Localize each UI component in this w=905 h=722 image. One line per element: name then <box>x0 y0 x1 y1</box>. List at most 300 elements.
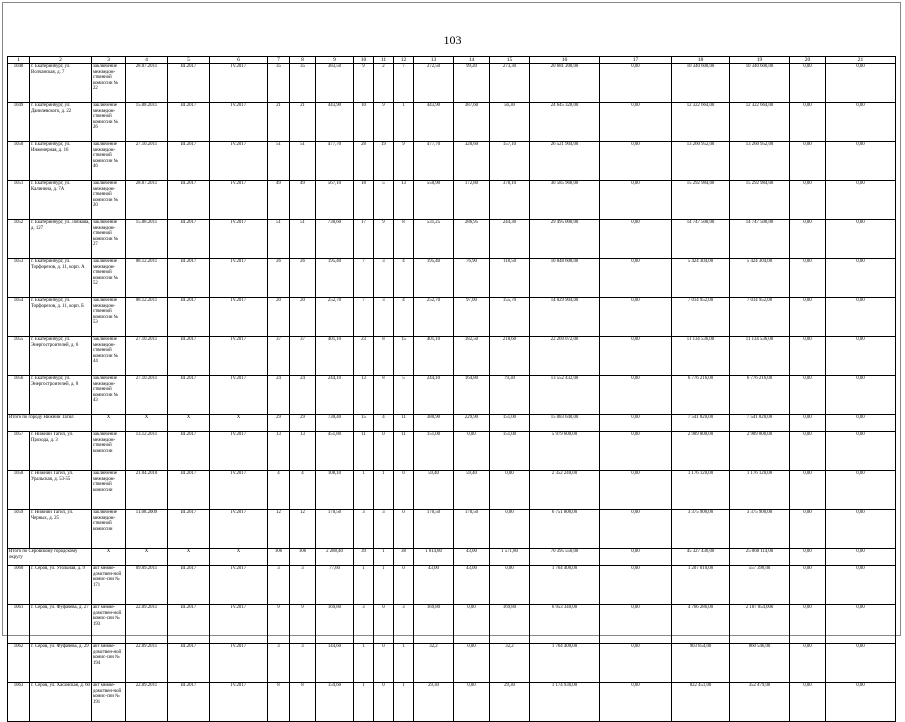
table-cell: 3 <box>268 566 290 605</box>
table-cell: 273,30 <box>490 64 530 103</box>
address-cell: г. Екатеринбург, ул. Энергостроителей, д. 6 <box>30 337 92 376</box>
table-cell: 21 <box>268 103 290 142</box>
subtotal-cell: 4 <box>374 415 394 432</box>
subtotal-cell: 38 <box>394 549 414 566</box>
table-cell: III.2017 <box>168 259 210 298</box>
table-cell: 244,30 <box>490 220 530 259</box>
table-cell: 29,30 <box>414 683 454 722</box>
subtotal-cell: 45 327 436,00 <box>672 549 730 566</box>
subtotal-cell: 0,00 <box>790 415 826 432</box>
table-cell: 0,00 <box>600 510 672 549</box>
table-cell: 4 766 286,00 <box>672 605 730 644</box>
table-cell: 51 <box>268 142 290 181</box>
table-cell: 13.12.2011 <box>126 432 168 471</box>
table-cell: 0,00 <box>790 510 826 549</box>
table-cell: 443,90 <box>414 103 454 142</box>
table-cell: 1052 <box>8 220 30 259</box>
table-cell: 477,70 <box>414 142 454 181</box>
table-cell: 730,60 <box>316 220 354 259</box>
subtotal-cell: 11 <box>394 415 414 432</box>
table-cell: 79,30 <box>490 376 530 415</box>
table-cell: 1058 <box>8 471 30 510</box>
table-row <box>8 566 896 605</box>
address-cell: г. Серов, ул. Хасанская, д. 60 <box>30 683 92 722</box>
document-cell: заключение межведом-ственной комиссии № 26 <box>92 103 126 142</box>
table-cell: 0,00 <box>790 259 826 298</box>
table-cell: 4 <box>394 259 414 298</box>
column-number-cell: 1 <box>8 57 30 64</box>
table-cell: 0,00 <box>454 432 490 471</box>
table-cell: 21.04.2010 <box>126 471 168 510</box>
subtotal-cell: X <box>92 549 126 566</box>
table-cell: 28 <box>354 142 374 181</box>
table-cell: 26 <box>268 259 290 298</box>
table-cell: 14 029 904,00 <box>530 298 600 337</box>
table-cell: 21 <box>290 103 316 142</box>
table-cell: 3 <box>268 644 290 683</box>
page-number: 103 <box>443 33 462 47</box>
document-cell: заключение межведом-ственной комиссии № 22 <box>92 64 126 103</box>
table-cell: 0,00 <box>790 683 826 722</box>
table-cell: 3 375 900,00 <box>672 510 730 549</box>
table-cell: IV.2017 <box>210 220 268 259</box>
subtotal-cell: X <box>126 415 168 432</box>
table-cell: 6 751 800,00 <box>530 510 600 549</box>
table-cell: 15.08.2011 <box>126 103 168 142</box>
table-cell: 3 <box>394 605 414 644</box>
table-cell: 286,95 <box>454 220 490 259</box>
address-cell: г. Екатеринбург, ул. Калинина, д. 7А <box>30 181 92 220</box>
table-cell: 9 <box>290 605 316 644</box>
column-number-cell: 17 <box>600 57 672 64</box>
table-cell: 159,60 <box>316 683 354 722</box>
table-cell: 1062 <box>8 644 30 683</box>
table-cell: 10 <box>354 103 374 142</box>
table-cell: 195,40 <box>316 259 354 298</box>
table-cell: 13 <box>268 432 290 471</box>
table-cell: 157,10 <box>490 142 530 181</box>
table-cell: 97,00 <box>454 298 490 337</box>
address-cell: г. Екатеринбург, ул. Волчанская, д. 7 <box>30 64 92 103</box>
table-cell: 59,40 <box>414 471 454 510</box>
table-cell: 1051 <box>8 181 30 220</box>
table-row <box>8 103 896 142</box>
table-row <box>8 432 896 471</box>
address-cell: г. Екатеринбург, ул. Торфорезов, д. 11, корп. А <box>30 259 92 298</box>
table-cell: 0,00 <box>826 142 896 181</box>
table-cell: 0,00 <box>600 142 672 181</box>
address-cell: г. Серов, ул. Фуфачева, д. 27 <box>30 605 92 644</box>
table-cell: 8 <box>290 683 316 722</box>
table-cell: 1055 <box>8 337 30 376</box>
table-cell: 5 424 304,00 <box>730 259 790 298</box>
table-cell: 451,80 <box>316 432 354 471</box>
table-cell: IV.2017 <box>210 298 268 337</box>
table-cell: 0,00 <box>600 432 672 471</box>
table-cell: 9 <box>394 142 414 181</box>
table-cell: III.2017 <box>168 337 210 376</box>
table-cell: 27.10.2011 <box>126 142 168 181</box>
table-cell: 1 <box>354 683 374 722</box>
table-cell: 76,90 <box>454 259 490 298</box>
table-cell: 15 <box>394 337 414 376</box>
column-number-cell: 11 <box>374 57 394 64</box>
column-number-cell: 16 <box>530 57 600 64</box>
table-cell: 20 <box>290 298 316 337</box>
table-cell: 51 <box>290 142 316 181</box>
table-cell: 0,00 <box>826 644 896 683</box>
table-cell: 7 <box>354 298 374 337</box>
document-cell: акт межве-домствен-ной комис-сии № 171 <box>92 566 126 605</box>
table-cell: 0,00 <box>790 181 826 220</box>
table-cell: 56,30 <box>490 103 530 142</box>
table-cell: 567,10 <box>316 181 354 220</box>
table-cell: 08.12.2011 <box>126 259 168 298</box>
table-cell: 4 <box>394 298 414 337</box>
table-cell: 3 <box>290 644 316 683</box>
table-cell: III.2017 <box>168 605 210 644</box>
table-cell: 860 546,00 <box>730 644 790 683</box>
table-cell: 8 <box>394 220 414 259</box>
table-cell: 0,00 <box>826 566 896 605</box>
table-cell: 8 <box>374 376 394 415</box>
table-cell: 0 <box>374 605 394 644</box>
table-cell: IV.2017 <box>210 64 268 103</box>
table-cell: 30 585 968,00 <box>530 181 600 220</box>
table-row <box>8 142 896 181</box>
table-cell: 557 390,00 <box>730 566 790 605</box>
table-cell: 6 776 216,00 <box>730 376 790 415</box>
table-cell: 1 207 010,00 <box>672 566 730 605</box>
table-row <box>8 220 896 259</box>
table-cell: 0,00 <box>600 181 672 220</box>
table-cell: 0,00 <box>790 471 826 510</box>
table-cell: 118,50 <box>490 259 530 298</box>
table-cell: 49 <box>290 181 316 220</box>
table-cell: 1050 <box>8 142 30 181</box>
table-cell: 27.10.2011 <box>126 376 168 415</box>
column-number-cell: 7 <box>268 57 290 64</box>
subtotal-cell: X <box>168 549 210 566</box>
table-cell: 2 989 800,00 <box>730 432 790 471</box>
table-cell: 5 <box>374 181 394 220</box>
table-cell: 155,70 <box>490 298 530 337</box>
table-cell: 0,00 <box>454 605 490 644</box>
document-cell: заключение межведом-ственной комиссии № 53 <box>92 298 126 337</box>
table-cell: 164,80 <box>454 376 490 415</box>
table-cell: III.2017 <box>168 471 210 510</box>
table-cell: 59,40 <box>454 471 490 510</box>
table-cell: 170,50 <box>316 510 354 549</box>
column-number-cell: 5 <box>168 57 210 64</box>
table-row <box>8 471 896 510</box>
subtotal-cell: 106 <box>268 549 290 566</box>
table-cell: 27.10.2011 <box>126 337 168 376</box>
column-number-cell: 2 <box>30 57 92 64</box>
table-cell: 5 424 304,00 <box>672 259 730 298</box>
table-cell: 24 <box>290 376 316 415</box>
table-row <box>8 510 896 549</box>
table-cell: IV.2017 <box>210 376 268 415</box>
table-cell: 244,10 <box>316 376 354 415</box>
table-cell: III.2017 <box>168 181 210 220</box>
table-cell: 0,00 <box>600 220 672 259</box>
column-number-cell: 21 <box>826 57 896 64</box>
address-cell: г. Нижний Тагил, ул. Уральская, д. 53-55 <box>30 471 92 510</box>
table-cell: 3 <box>374 510 394 549</box>
table-cell: 1 <box>374 471 394 510</box>
table-cell: 443,90 <box>316 103 354 142</box>
table-cell: 13 <box>354 376 374 415</box>
subtotal-cell: 7 541 820,00 <box>730 415 790 432</box>
table-cell: 0,00 <box>790 376 826 415</box>
table-cell: 108,10 <box>316 471 354 510</box>
table-cell: 1 764 400,00 <box>530 566 600 605</box>
address-cell: г. Нижний Тагил, ул. Прохода, д. 3 <box>30 432 92 471</box>
table-row <box>8 683 896 722</box>
table-cell: IV.2017 <box>210 683 268 722</box>
table-cell: 0,00 <box>826 376 896 415</box>
table-cell: IV.2017 <box>210 103 268 142</box>
table-row <box>8 605 896 644</box>
table-cell: 0,00 <box>790 605 826 644</box>
table-cell: 29 495 000,00 <box>530 220 600 259</box>
table-cell: 151,00 <box>490 432 530 471</box>
table-cell: 0,00 <box>826 103 896 142</box>
table-cell: III.2017 <box>168 376 210 415</box>
subtotal-cell: 106 <box>290 549 316 566</box>
table-row <box>8 337 896 376</box>
table-cell: 7 <box>354 259 374 298</box>
table-cell: 2 989 800,00 <box>672 432 730 471</box>
table-cell: 35 <box>290 64 316 103</box>
subtotal-cell: 0,00 <box>826 415 896 432</box>
table-cell: 1 174 930,00 <box>530 683 600 722</box>
subtotal-cell: 380,90 <box>414 415 454 432</box>
table-cell: 1 <box>374 566 394 605</box>
subtotal-cell: 0,00 <box>600 549 672 566</box>
table-cell: 77,60 <box>316 566 354 605</box>
document-cell: заключение межведом-ственной комиссии <box>92 432 126 471</box>
table-cell: 4 <box>268 471 290 510</box>
table-cell: 1060 <box>8 566 30 605</box>
table-cell: IV.2017 <box>210 605 268 644</box>
table-cell: 170,50 <box>414 510 454 549</box>
table-cell: 0,00 <box>826 432 896 471</box>
table-cell: 169,80 <box>490 605 530 644</box>
table-cell: 20 681 200,00 <box>530 64 600 103</box>
table-cell: IV.2017 <box>210 142 268 181</box>
table-cell: 6 776 216,00 <box>672 376 730 415</box>
table-cell: 3 <box>374 259 394 298</box>
table-cell: 3 <box>354 605 374 644</box>
document-cell: заключение межведом-ственной комиссии № 52 <box>92 259 126 298</box>
table-cell: 2 187 054,000 <box>730 605 790 644</box>
table-cell: 252,70 <box>414 298 454 337</box>
table-cell: 0,00 <box>600 64 672 103</box>
housing-register-table <box>7 56 896 722</box>
table-cell: 378,10 <box>490 181 530 220</box>
table-cell: 4 <box>290 471 316 510</box>
table-cell: 0,00 <box>600 298 672 337</box>
table-cell: 0 <box>394 566 414 605</box>
table-cell: 14 747 500,00 <box>672 220 730 259</box>
table-cell: 22.09.2011 <box>126 644 168 683</box>
table-cell: 43,00 <box>454 566 490 605</box>
column-number-cell: 4 <box>126 57 168 64</box>
document-cell: заключение межведом-ственной комиссии № 46 <box>92 142 126 181</box>
table-cell: 170,50 <box>454 510 490 549</box>
table-cell: 1 764 400,00 <box>530 644 600 683</box>
table-cell: 7 <box>394 64 414 103</box>
subtotal-cell: X <box>126 549 168 566</box>
table-row <box>8 181 896 220</box>
table-cell: 0,00 <box>826 181 896 220</box>
document-cell: заключение межведом-ственной комиссии <box>92 510 126 549</box>
column-number-header-row <box>8 57 896 64</box>
table-cell: 401,10 <box>414 337 454 376</box>
table-cell: 822 451,00 <box>672 683 730 722</box>
table-row <box>8 298 896 337</box>
table-cell: 0 <box>394 471 414 510</box>
table-cell: 0,00 <box>826 510 896 549</box>
table-cell: 26 <box>290 259 316 298</box>
column-number-cell: 14 <box>454 57 490 64</box>
table-cell: 1 176 120,00 <box>730 471 790 510</box>
table-cell: 32,2 <box>490 644 530 683</box>
table-cell: 0,00 <box>600 259 672 298</box>
table-row <box>8 644 896 683</box>
document-cell: акт межве-домствен-ной комис-сии № 194 <box>92 644 126 683</box>
table-cell: III.2017 <box>168 142 210 181</box>
document-cell: заключение межведом-ственной комиссии <box>92 471 126 510</box>
column-number-cell: 20 <box>790 57 826 64</box>
table-cell: 0 <box>374 644 394 683</box>
table-cell: III.2017 <box>168 103 210 142</box>
document-cell: заключение межведом-ственной комиссии № 27 <box>92 220 126 259</box>
table-cell: 0 <box>394 510 414 549</box>
document-cell: заключение межведом-ственной комиссии № 44 <box>92 337 126 376</box>
table-cell: 43,00 <box>414 566 454 605</box>
table-cell: 401,10 <box>316 337 354 376</box>
table-cell: 1059 <box>8 510 30 549</box>
table-cell: 23 <box>354 337 374 376</box>
subtotal-cell: 43,00 <box>454 549 490 566</box>
table-cell: 352 479,00 <box>730 683 790 722</box>
table-cell: 2 <box>374 64 394 103</box>
address-cell: г. Екатеринбург, ул. Торфорезов, д. 11, корп. Б <box>30 298 92 337</box>
table-cell: IV.2017 <box>210 510 268 549</box>
table-cell: 0,00 <box>790 142 826 181</box>
subtotal-cell: 15 083 640,00 <box>530 415 600 432</box>
table-cell: III.2017 <box>168 644 210 683</box>
table-cell: 244,10 <box>414 376 454 415</box>
table-row <box>8 259 896 298</box>
table-cell: 51 <box>290 220 316 259</box>
address-cell: г. Екатеринбург, ул. Энергостроителей, д. 8 <box>30 376 92 415</box>
table-row <box>8 376 896 415</box>
table-cell: 1063 <box>8 683 30 722</box>
table-cell: 99,20 <box>454 64 490 103</box>
column-number-cell: 15 <box>490 57 530 64</box>
table-cell: 320,60 <box>454 142 490 181</box>
subtotal-cell: 15 <box>354 415 374 432</box>
table-cell: 3 <box>354 510 374 549</box>
table-cell: 09.09.2011 <box>126 566 168 605</box>
subtotal-row <box>8 415 896 432</box>
table-cell: 1061 <box>8 605 30 644</box>
table-cell: 14 747 500,00 <box>730 220 790 259</box>
table-cell: 0,00 <box>790 298 826 337</box>
subtotal-cell: 2 288,40 <box>316 549 354 566</box>
subtotal-row <box>8 549 896 566</box>
table-cell: 3 375 900,00 <box>730 510 790 549</box>
column-number-cell: 9 <box>316 57 354 64</box>
table-cell: 0,00 <box>600 471 672 510</box>
table-cell: 9 <box>374 220 394 259</box>
address-cell: г. Серов, ул. Угольная, д. 9 <box>30 566 92 605</box>
table-cell: III.2017 <box>168 298 210 337</box>
table-cell: 10 848 608,00 <box>530 259 600 298</box>
subtotal-cell: X <box>168 415 210 432</box>
table-cell: 0,00 <box>600 566 672 605</box>
table-cell: 477,70 <box>316 142 354 181</box>
table-cell: IV.2017 <box>210 259 268 298</box>
table-cell: 24 645 328,00 <box>530 103 600 142</box>
table-cell: 29,30 <box>490 683 530 722</box>
table-cell: 1054 <box>8 298 30 337</box>
document-cell: заключение межведом-ственной комиссии № 20 <box>92 181 126 220</box>
table-cell: 0,00 <box>490 510 530 549</box>
document-cell: акт межве-домствен-ной комис-сии № 193 <box>92 605 126 644</box>
table-cell: 151,00 <box>414 432 454 471</box>
table-cell: III.2017 <box>168 432 210 471</box>
table-cell: 0,00 <box>826 605 896 644</box>
table-cell: 12 <box>290 510 316 549</box>
table-cell: 15.08.2011 <box>126 220 168 259</box>
table-cell: 15 292 984,00 <box>672 181 730 220</box>
table-cell: 1 <box>354 644 374 683</box>
table-cell: IV.2017 <box>210 337 268 376</box>
column-number-cell: 12 <box>394 57 414 64</box>
table-cell: 1049 <box>8 103 30 142</box>
table-cell: 19 <box>374 142 394 181</box>
column-number-cell: 10 <box>354 57 374 64</box>
table-cell: 12 322 664,00 <box>672 103 730 142</box>
subtotal-cell: X <box>92 415 126 432</box>
subtotal-cell: 151,00 <box>490 415 530 432</box>
table-cell: 08.12.2011 <box>126 298 168 337</box>
table-cell: 28.07.2011 <box>126 181 168 220</box>
table-cell: 22.09.2011 <box>126 605 168 644</box>
table-cell: 20 <box>268 298 290 337</box>
table-cell: 182,50 <box>454 337 490 376</box>
table-cell: IV.2017 <box>210 644 268 683</box>
table-cell: 2 352 240,00 <box>530 471 600 510</box>
table-cell: 0,00 <box>790 337 826 376</box>
table-cell: 15 292 984,00 <box>730 181 790 220</box>
table-cell: 5 <box>394 376 414 415</box>
table-cell: 0,00 <box>790 566 826 605</box>
subtotal-cell: 1 614,80 <box>414 549 454 566</box>
table-cell: 13 <box>290 432 316 471</box>
table-cell: 32,2 <box>414 644 454 683</box>
table-cell: 22.09.2011 <box>126 683 168 722</box>
subtotal-cell: 0,00 <box>600 415 672 432</box>
table-cell: IV.2017 <box>210 181 268 220</box>
table-cell: 0,00 <box>826 683 896 722</box>
table-cell: 8 <box>374 337 394 376</box>
